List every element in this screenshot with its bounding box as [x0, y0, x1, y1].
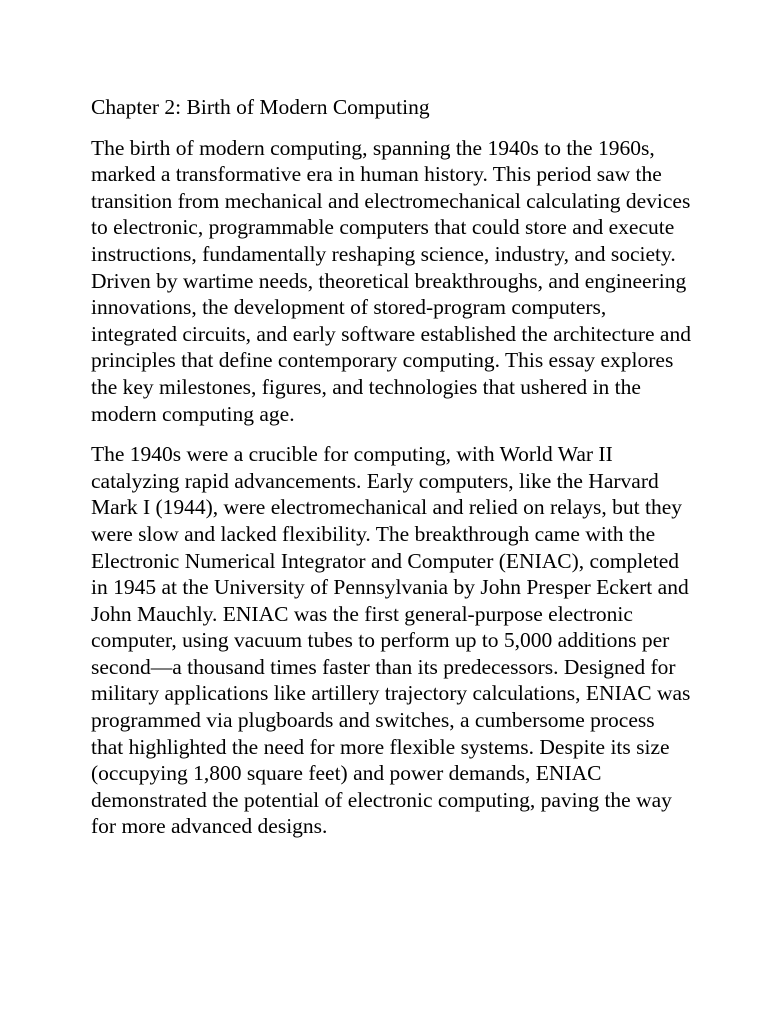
paragraph-introduction: The birth of modern computing, spanning the 1940s to the 1960s, marked a transformative era in human history. This period saw the transition from mechanical and electromechanical calculating devices to electronic, programmable computers that could store and execute instructions, fundamentally reshaping science, industry, and society. Driven by wartime needs, theoretical breakthroughs, and engineering innovations, the development of stored-program computers, integrated circuits, and early software established the architecture and principles that define contemporary computing. This essay explores the key milestones, figures, and technologies that ushered in the modern computing age. [91, 135, 691, 426]
document-page [91, 94, 691, 854]
chapter-title: Chapter 2: Birth of Modern Computing [91, 95, 430, 119]
paragraph-1940s: The 1940s were a crucible for computing, with World War II catalyzing rapid advancements. Early computers, like the Harvard Mark I (1944), were electromechanical and relied on relays, but they were slow and lacked flexibility. The breakthrough came with the Electronic Numerical Integrator and Computer (ENIAC), completed in 1945 at the University of Pennsylvania by John Presper Eckert and John Mauchly. ENIAC was the first general-purpose electronic computer, using vacuum tubes to perform up to 5,000 additions per second—a thousand times faster than its predecessors. Designed for military applications like artillery trajectory calculations, ENIAC was programmed via plugboards and switches, a cumbersome process that highlighted the need for more flexible systems. Despite its size (occupying 1,800 square feet) and power demands, ENIAC demonstrated the potential of electronic computing, paving the way for more advanced designs. [91, 442, 691, 839]
